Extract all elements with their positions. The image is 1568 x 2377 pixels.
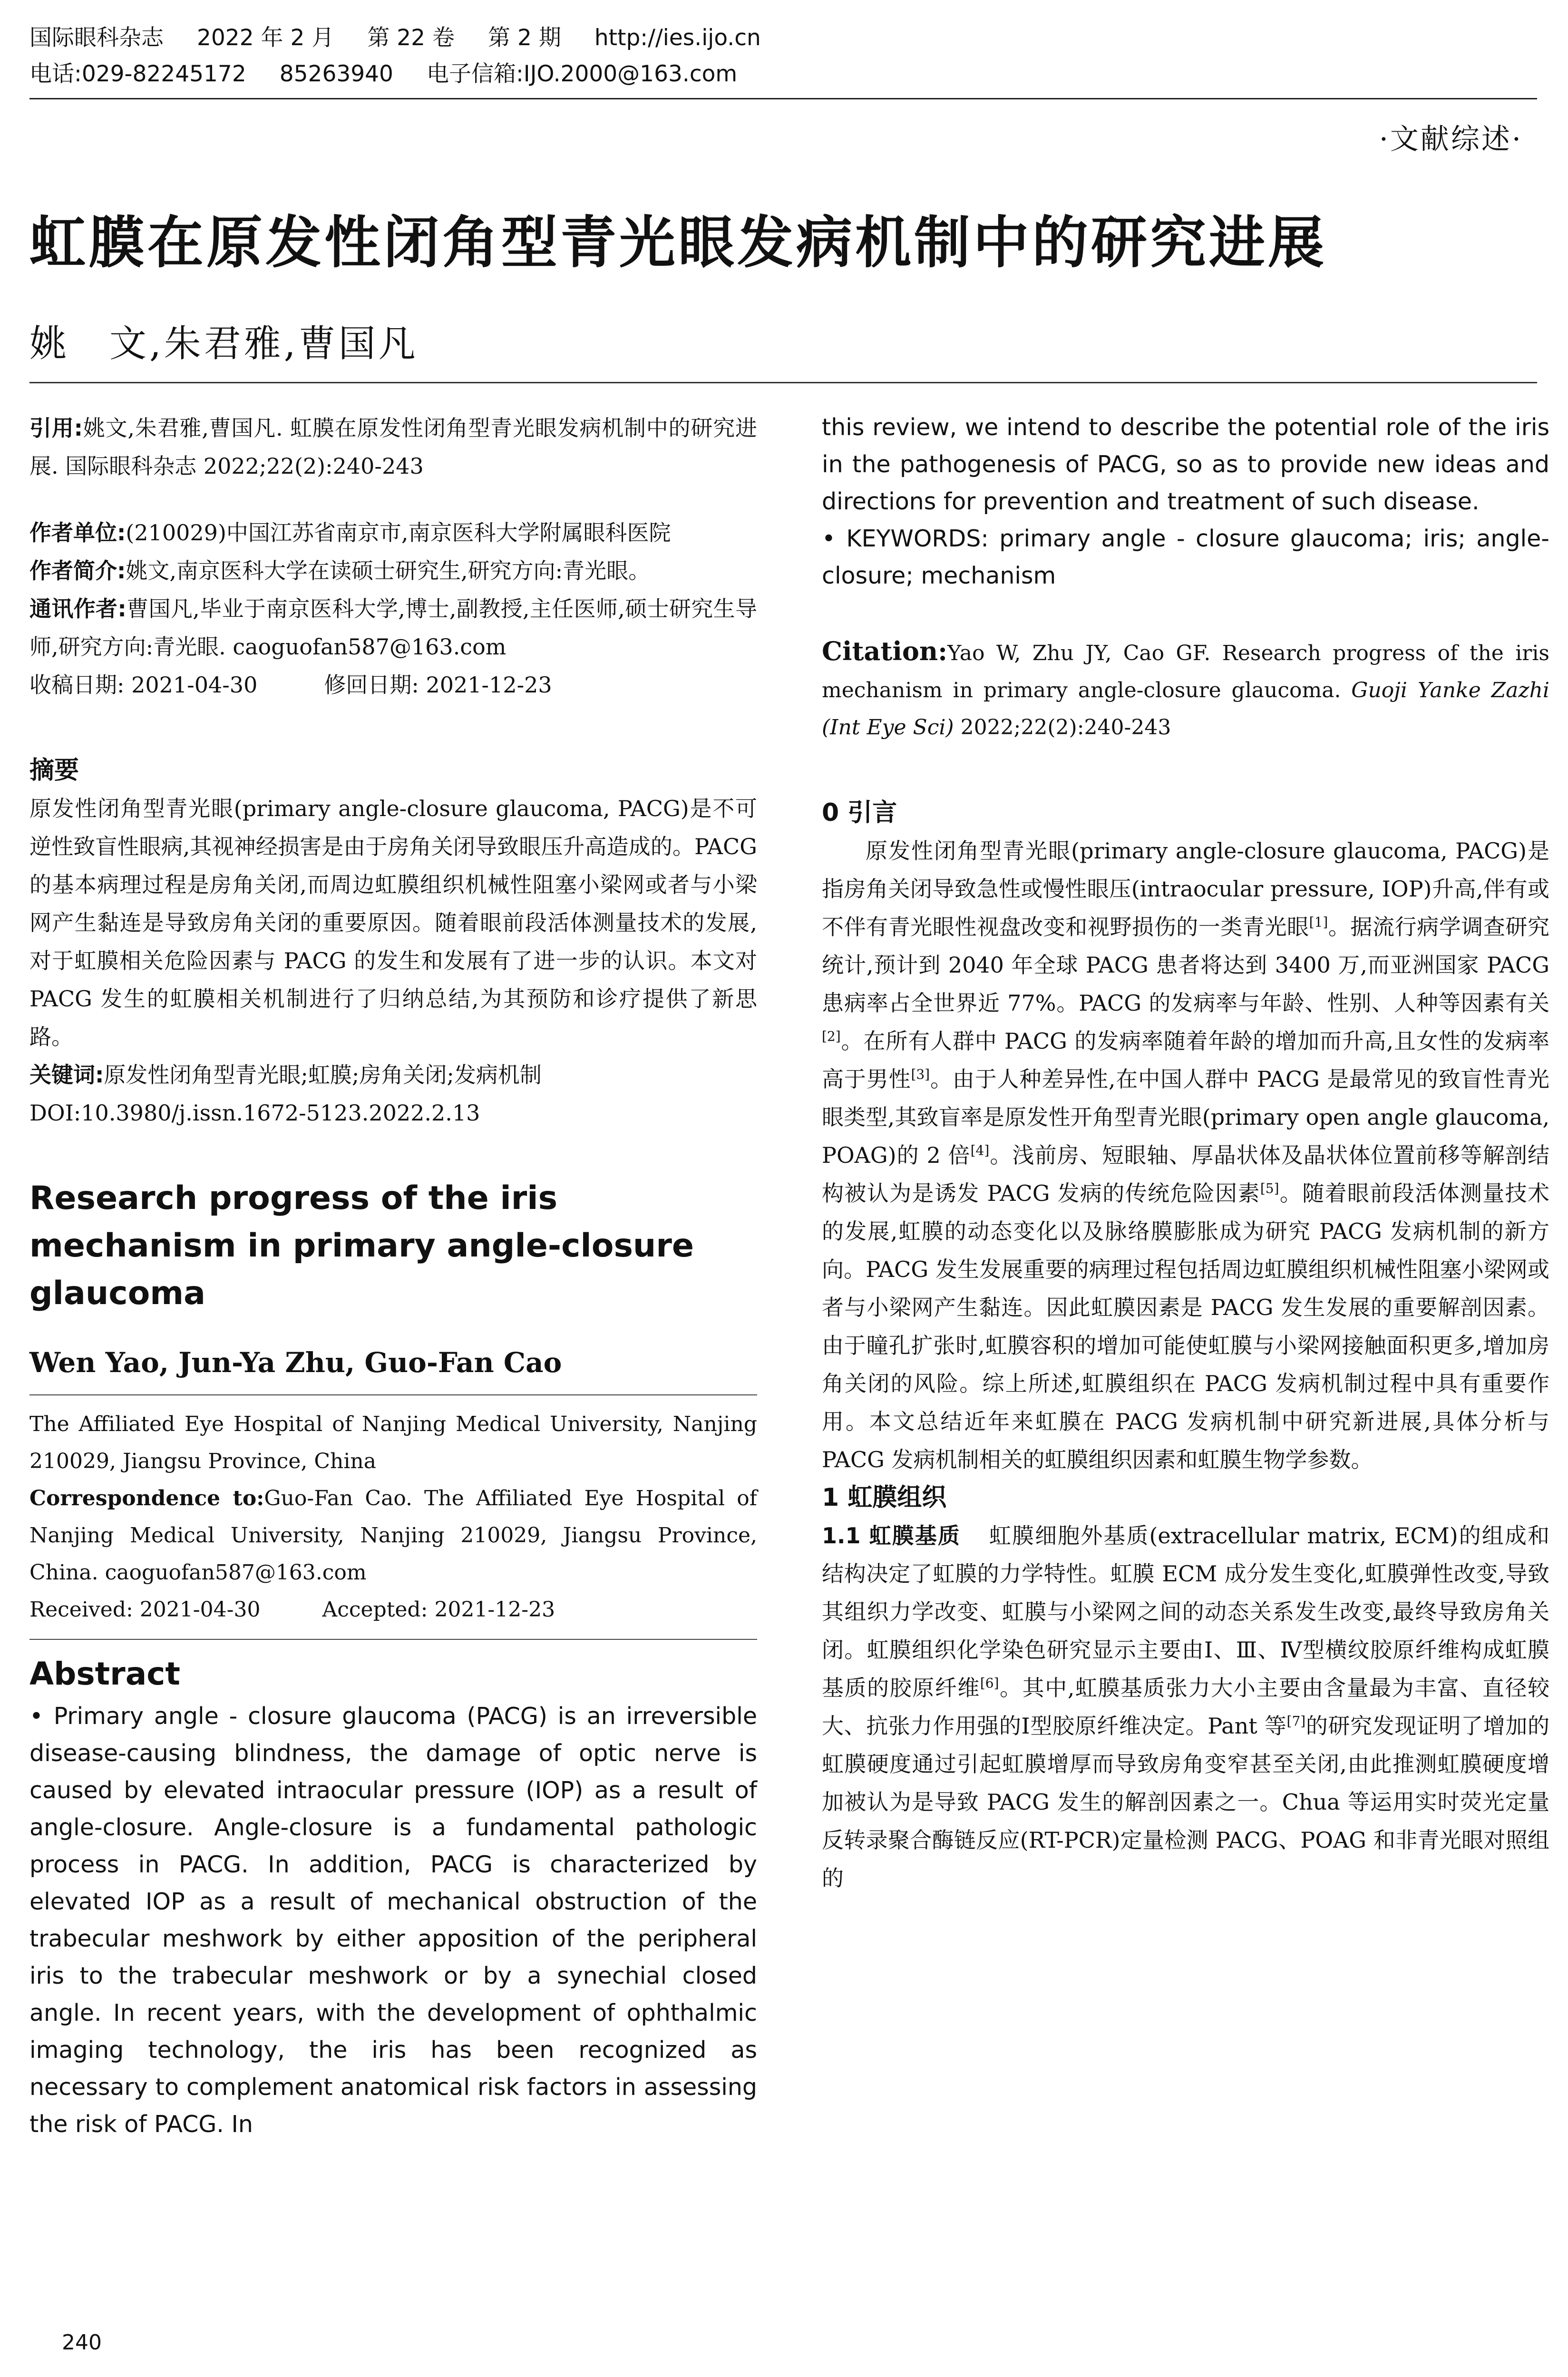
ref-6[interactable]: [6] (980, 1675, 999, 1691)
author-bio: 作者简介:姚文,南京医科大学在读硕士研究生,研究方向:青光眼。 (29, 558, 651, 584)
journal-name: 国际眼科杂志 (29, 25, 164, 51)
ref-2[interactable]: [2] (822, 1028, 841, 1044)
abstract-cn-text: 原发性闭角型青光眼(primary angle-closure glaucoma, PACG)是不可逆性致盲性眼病,其视神经损害是由于房角关闭导致眼压升高造成的。PACG 的基本病理过程是房角关闭,而周边虹膜组织机械性阻塞小梁网或者与小梁网产生黏连是导致房角关闭的重要原因。随着眼前段活体测量技术的发展,对于虹膜相关危险因素与 PACG 的发生和发展有了进一步的认识。本文对 PACG 发生的虹膜相关机制进行了归纳总结,为其预防和诊疗提供了新思路。 (29, 796, 757, 1050)
corresponding-author: 通讯作者:曹国凡,毕业于南京医科大学,博士,副教授,主任医师,硕士研究生导师,研究方向:青光眼. caoguofan587@163.com (29, 596, 757, 660)
header-line-1 (29, 20, 1537, 56)
intro-paragraph: 原发性闭角型青光眼(primary angle-closure glaucoma, PACG)是指房角关闭导致急性或慢性眼压(intraocular pressure, IOP)升高,伴有或不伴有青光眼性视盘改变和视野损伤的一类青光眼[1]。据流行病学调查研究统计,预计到 2040 年全球 PACG 患者将达到 3400 万,而亚洲国家 PACG 患病率占全世界近 77%。PACG 的发病率与年龄、性别、人种等因素有关[2]。在所有人群中 PACG 的发病率随着年龄的增加而升高,且女性的发病率高于男性[3]。由于人种差异性,在中国人群中 PACG 是最常见的致盲性青光眼类型,其致盲率是原发性开角型青光眼(primary open angle glaucoma, POAG)的 2 倍[4]。浅前房、短眼轴、厚晶状体及晶状体位置前移等解剖结构被认为是诱发 PACG 发病的传统危险因素[5]。随着眼前段活体测量技术的发展,虹膜的动态变化以及脉络膜膨胀成为研究 PACG 发病机制的新方向。PACG 发生发展重要的病理过程包括周边虹膜组织机械性阻塞小梁网或者与小梁网产生黏连。因此虹膜因素是 PACG 发生发展的重要解剖因素。由于瞳孔扩张时,虹膜容积的增加可能使虹膜与小梁网接触面积更多,增加房角关闭的风险。综上所述,虹膜组织在 PACG 发病机制过程中具有重要作用。本文总结近年来虹膜在 PACG 发病机制中研究新进展,具体分析与 PACG 发病机制相关的虹膜组织因素和虹膜生物学参数。 (822, 838, 1550, 1472)
left-column (29, 409, 757, 2143)
ref-4[interactable]: [4] (970, 1142, 990, 1159)
english-rule (29, 1394, 757, 1395)
issue: 第 2 期 (488, 25, 561, 51)
abstract-rule (29, 1639, 757, 1640)
phone-2: 85263940 (279, 61, 393, 87)
english-title: Research progress of the iris mechanism in primary angle-closure glaucoma (29, 1179, 694, 1312)
intro-heading: 0 引言 (822, 799, 897, 827)
abstract-cn-heading: 摘要 (29, 756, 79, 785)
article-title: 虹膜在原发性闭角型青光眼发病机制中的研究进展 (29, 210, 1327, 275)
section-tag: ·文献综述· (1379, 123, 1523, 156)
header-rule (29, 98, 1537, 99)
volume: 第 22 卷 (367, 25, 455, 51)
article-authors: 姚 文,朱君雅,曹国凡 (29, 322, 419, 365)
title-rule (29, 382, 1537, 383)
english-citation: Citation:Yao W, Zhu JY, Cao GF. Research progress of the iris mechanism in primary angle-closure glaucoma. Guoji Yanke Zazhi (Int Eye Sci) 2022;22(2):240-243 (822, 636, 1549, 740)
english-keywords: • KEYWORDS: primary angle - closure glaucoma; iris; angle-closure; mechanism (822, 525, 1549, 589)
page-number: 240 (62, 2330, 102, 2355)
ref-3[interactable]: [3] (911, 1066, 930, 1082)
doi[interactable]: DOI:10.3980/j.issn.1672-5123.2022.2.13 (29, 1100, 480, 1126)
section-1-1-heading: 1.1 虹膜基质 (822, 1523, 961, 1549)
affiliation-cn: 作者单位:(210029)中国江苏省南京市,南京医科大学附属眼科医院 (29, 520, 671, 546)
running-header (29, 20, 1537, 92)
phone: 电话:029-82245172 (29, 61, 246, 87)
ref-7[interactable]: [7] (1286, 1713, 1306, 1729)
english-abstract-part-1: • Primary angle - closure glaucoma (PACG) is an irreversible disease-causing blindness, the damage of optic nerve is caused by elevated intraocular pressure (IOP) as a result of angle-closure. Angle-closure is a fundamental pathologic process in PACG. In addition, PACG is characterized by elevated IOP as a result of mechanical obstruction of the trabecular meshwork by either apposition of the peripheral iris to the trabecular meshwork or by a synechial closed angle. In recent years, with the development of ophthalmic imaging technology, the iris has been recognized as necessary to complement anatomical risk factors in assessing the risk of PACG. In (29, 1703, 757, 2138)
dates-cn: 收稿日期: 2021-04-30 修回日期: 2021-12-23 (29, 672, 552, 698)
section-1-1-paragraph: 1.1 虹膜基质 虹膜细胞外基质(extracellular matrix, ECM)的组成和结构决定了虹膜的力学特性。虹膜 ECM 成分发生变化,虹膜弹性改变,导致其组织力学改变、虹膜与小梁网之间的动态关系发生改变,最终导致房角关闭。虹膜组织化学染色研究显示主要由Ⅰ、Ⅲ、Ⅳ型横纹胶原纤维构成虹膜基质的胶原纤维[6]。其中,虹膜基质张力大小主要由含量最为丰富、直径较大、抗张力作用强的Ⅰ型胶原纤维决定。Pant 等[7]的研究发现证明了增加的虹膜硬度通过引起虹膜增厚而导致房角变窄甚至关闭,由此推测虹膜硬度增加被认为是导致 PACG 发生的解剖因素之一。Chua 等运用实时荧光定量反转录聚合酶链反应(RT-PCR)定量检测 PACG、POAG 和非青光眼对照组的 (822, 1523, 1549, 1891)
english-authors: Wen Yao, Jun-Ya Zhu, Guo-Fan Cao (29, 1346, 562, 1379)
english-correspondence: Correspondence to:Guo-Fan Cao. The Affiliated Eye Hospital of Nanjing Medical University, Nanjing 210029, Jiangsu Province, China. caoguofan587@163.com (29, 1486, 757, 1585)
english-abstract-heading: Abstract (29, 1656, 180, 1692)
ref-1[interactable]: [1] (1309, 914, 1328, 930)
header-line-2 (29, 56, 1537, 92)
email[interactable]: 电子信箱:IJO.2000@163.com (426, 61, 738, 87)
ref-5[interactable]: [5] (1260, 1180, 1279, 1197)
right-column (822, 409, 1549, 1897)
citation-cn: 引用:姚文,朱君雅,曹国凡. 虹膜在原发性闭角型青光眼发病机制中的研究进展. 国际眼科杂志 2022;22(2):240-243 (29, 415, 757, 479)
english-dates: Received: 2021-04-30 Accepted: 2021-12-23 (29, 1598, 555, 1622)
keywords-cn: 关键词:原发性闭角型青光眼;虹膜;房角关闭;发病机制 (29, 1062, 542, 1088)
section-1-heading: 1 虹膜组织 (822, 1483, 947, 1512)
issue-date: 2022 年 2 月 (197, 25, 334, 51)
english-abstract-part-2: this review, we intend to describe the potential role of the iris in the pathogenesis of PACG, so as to provide new ideas and directions for prevention and treatment of such disease. (822, 414, 1549, 515)
journal-url[interactable]: http://ies.ijo.cn (594, 25, 761, 51)
english-affiliation: The Affiliated Eye Hospital of Nanjing Medical University, Nanjing 210029, Jiangsu Province, China (29, 1412, 757, 1473)
